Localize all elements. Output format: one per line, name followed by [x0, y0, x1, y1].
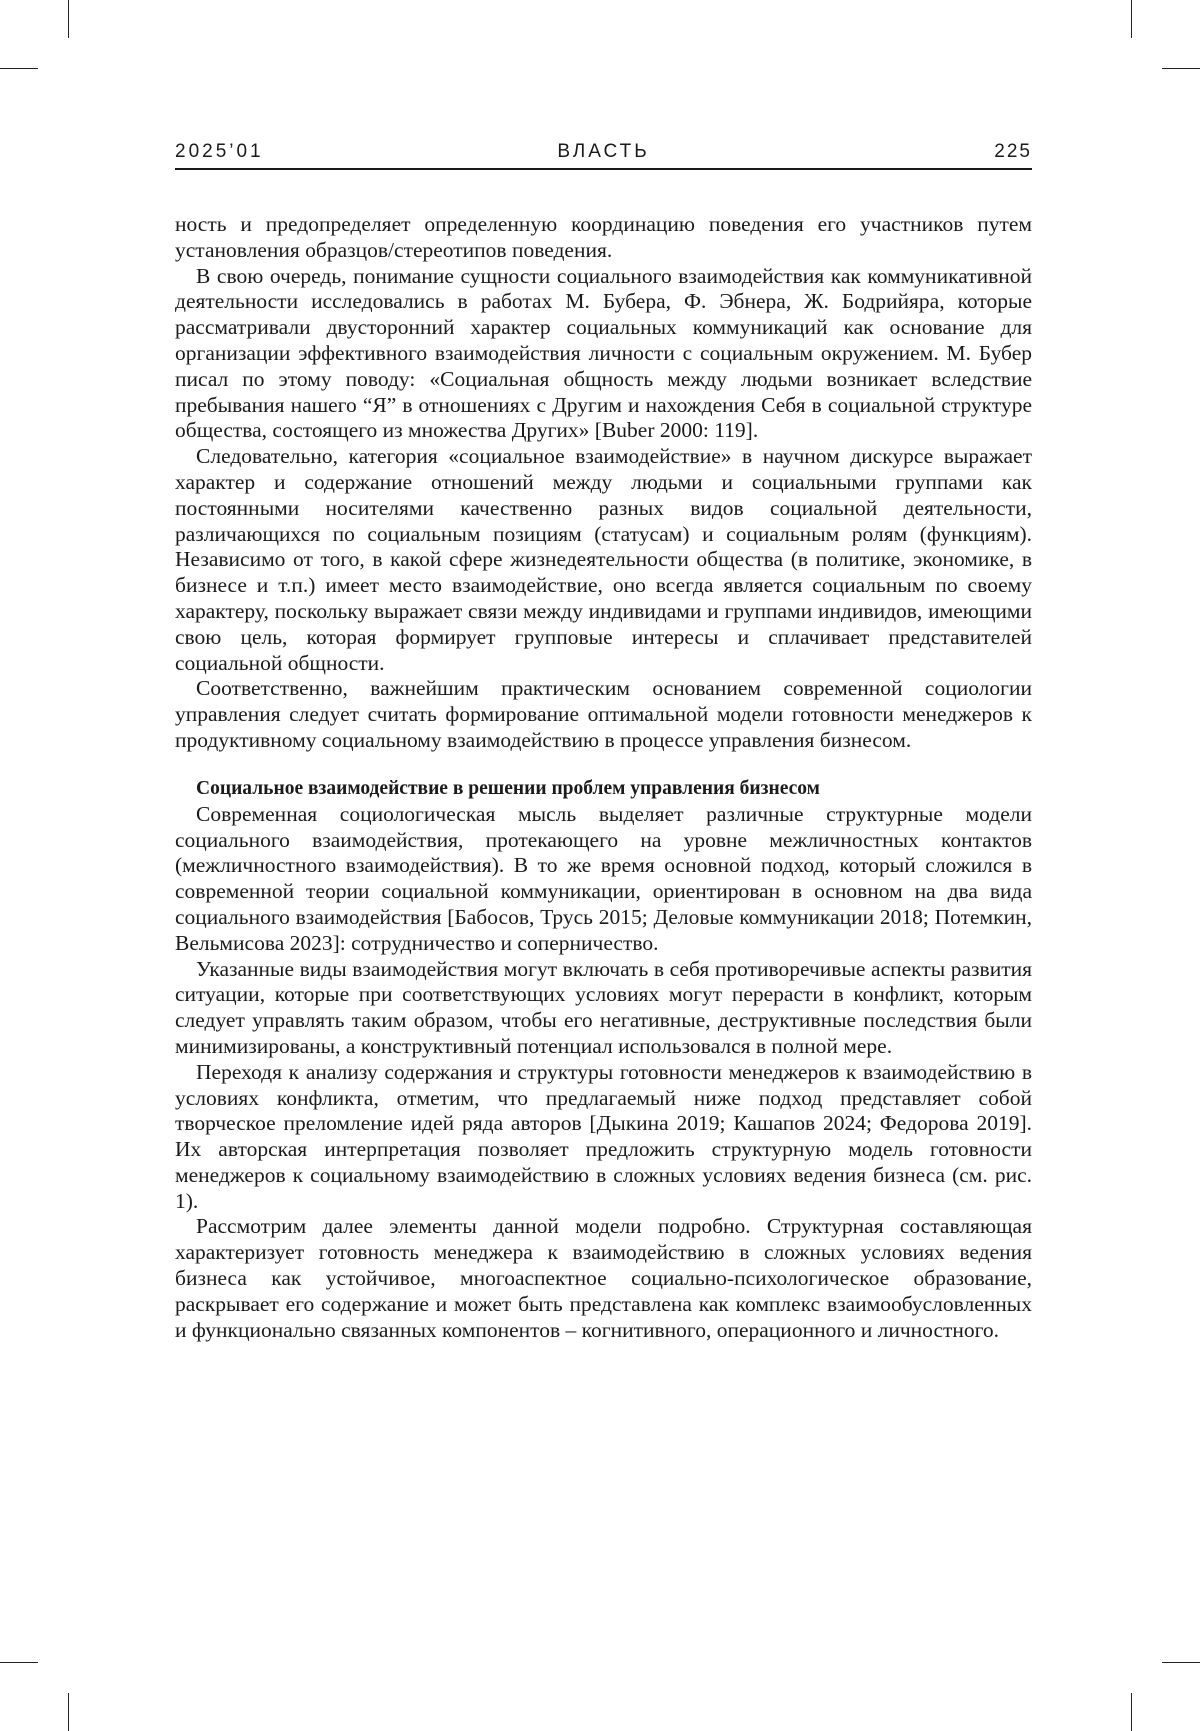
crop-mark-top-left-h — [0, 68, 38, 69]
paragraph: Переходя к анализу содержания и структуры готовности менеджеров к взаимодействию в условиях конфликта, отметим, что предлагаемый ниже подход представляет собой творческое преломление идей ряда авторов [Дыкина 2019; Кашапов 2024; Федорова 2019]. Их авторская интерпретация позволяет предложить структурную модель готовности менеджеров к социальному взаимодействию в сложных условиях ведения бизнеса (см. рис. 1). — [175, 1060, 1032, 1215]
issue-number: 2025’01 — [175, 140, 264, 164]
running-head — [175, 140, 1032, 170]
crop-mark-bottom-right — [1131, 1693, 1132, 1731]
paragraph: Соответственно, важнейшим практическим основанием современной социологии управления следует считать формирование оптимальной модели готовности менеджеров к продуктивному социальному взаимодействию в процессе управления бизнесом. — [175, 676, 1032, 753]
crop-mark-top-left — [68, 0, 69, 38]
paragraph: Рассмотрим далее элементы данной модели подробно. Структурная составляющая характеризует готовность менеджера к взаимодействию в сложных условиях ведения бизнеса как устойчивое, многоаспектное социально-психологическое образование, раскрывает его содержание и может быть представлена как комплекс взаимообусловленных и функционально связанных компонентов – когнитивного, операционного и личностного. — [175, 1214, 1032, 1343]
crop-mark-top-right-h — [1162, 68, 1200, 69]
paragraph-continued: ность и предопределяет определенную координацию поведения его участников путем установления образцов/стереотипов поведения. — [175, 212, 1032, 264]
section-heading: Социальное взаимодействие в решении проблем управления бизнесом — [175, 776, 1032, 802]
crop-mark-top-right — [1131, 0, 1132, 38]
crop-mark-bottom-left-h — [0, 1662, 38, 1663]
journal-title: ВЛАСТЬ — [175, 140, 1032, 164]
article-body — [175, 212, 1032, 1343]
paragraph: Указанные виды взаимодействия могут включать в себя противоречивые аспекты развития ситуации, которые при соответствующих условиях могут перерасти в конфликт, которым следует управлять таким образом, чтобы его негативные, деструктивные последствия были минимизированы, а конструктивный потенциал использовался в полной мере. — [175, 957, 1032, 1060]
paragraph: В свою очередь, понимание сущности социального взаимодействия как коммуникативной деятельности исследовались в работах М. Бубера, Ф. Эбнера, Ж. Бодрийяра, которые рассматривали двусторонний характер социальных коммуникаций как основание для организации эффективного взаимодействия личности с социальным окружением. М. Бубер писал по этому поводу: «Социальная общность между людьми возникает вследствие пребывания нашего “Я” в отношениях с Другим и нахождения Себя в социальной структуре общества, состоящего из множества Других» [Buber 2000: 119]. — [175, 264, 1032, 445]
crop-mark-bottom-right-h — [1162, 1662, 1200, 1663]
paragraph: Следовательно, категория «социальное взаимодействие» в научном дискурсе выражает характер и содержание отношений между людьми и социальными группами как постоянными носителями качественно разных видов социальной деятельности, различающихся по социальным позициям (статусам) и социальным ролям (функциям). Независимо от того, в какой сфере жизнедеятельности общества (в политике, экономике, в бизнесе и т.п.) имеет место взаимодействие, оно всегда является социальным по своему характеру, поскольку выражает связи между индивидами и группами индивидов, имеющими свою цель, которая формирует групповые интересы и сплачивает представителей социальной общности. — [175, 444, 1032, 676]
paragraph: Современная социологическая мысль выделяет различные структурные модели социального взаимодействия, протекающего на уровне межличностных контактов (межличностного взаимодействия). В то же время основной подход, который сложился в современной теории социальной коммуникации, ориентирован в основном на два вида социального взаимодействия [Бабосов, Трусь 2015; Деловые коммуникации 2018; Потемкин, Вельмисова 2023]: сотрудничество и соперничество. — [175, 802, 1032, 957]
crop-mark-bottom-left — [68, 1693, 69, 1731]
page-number: 225 — [994, 140, 1032, 164]
